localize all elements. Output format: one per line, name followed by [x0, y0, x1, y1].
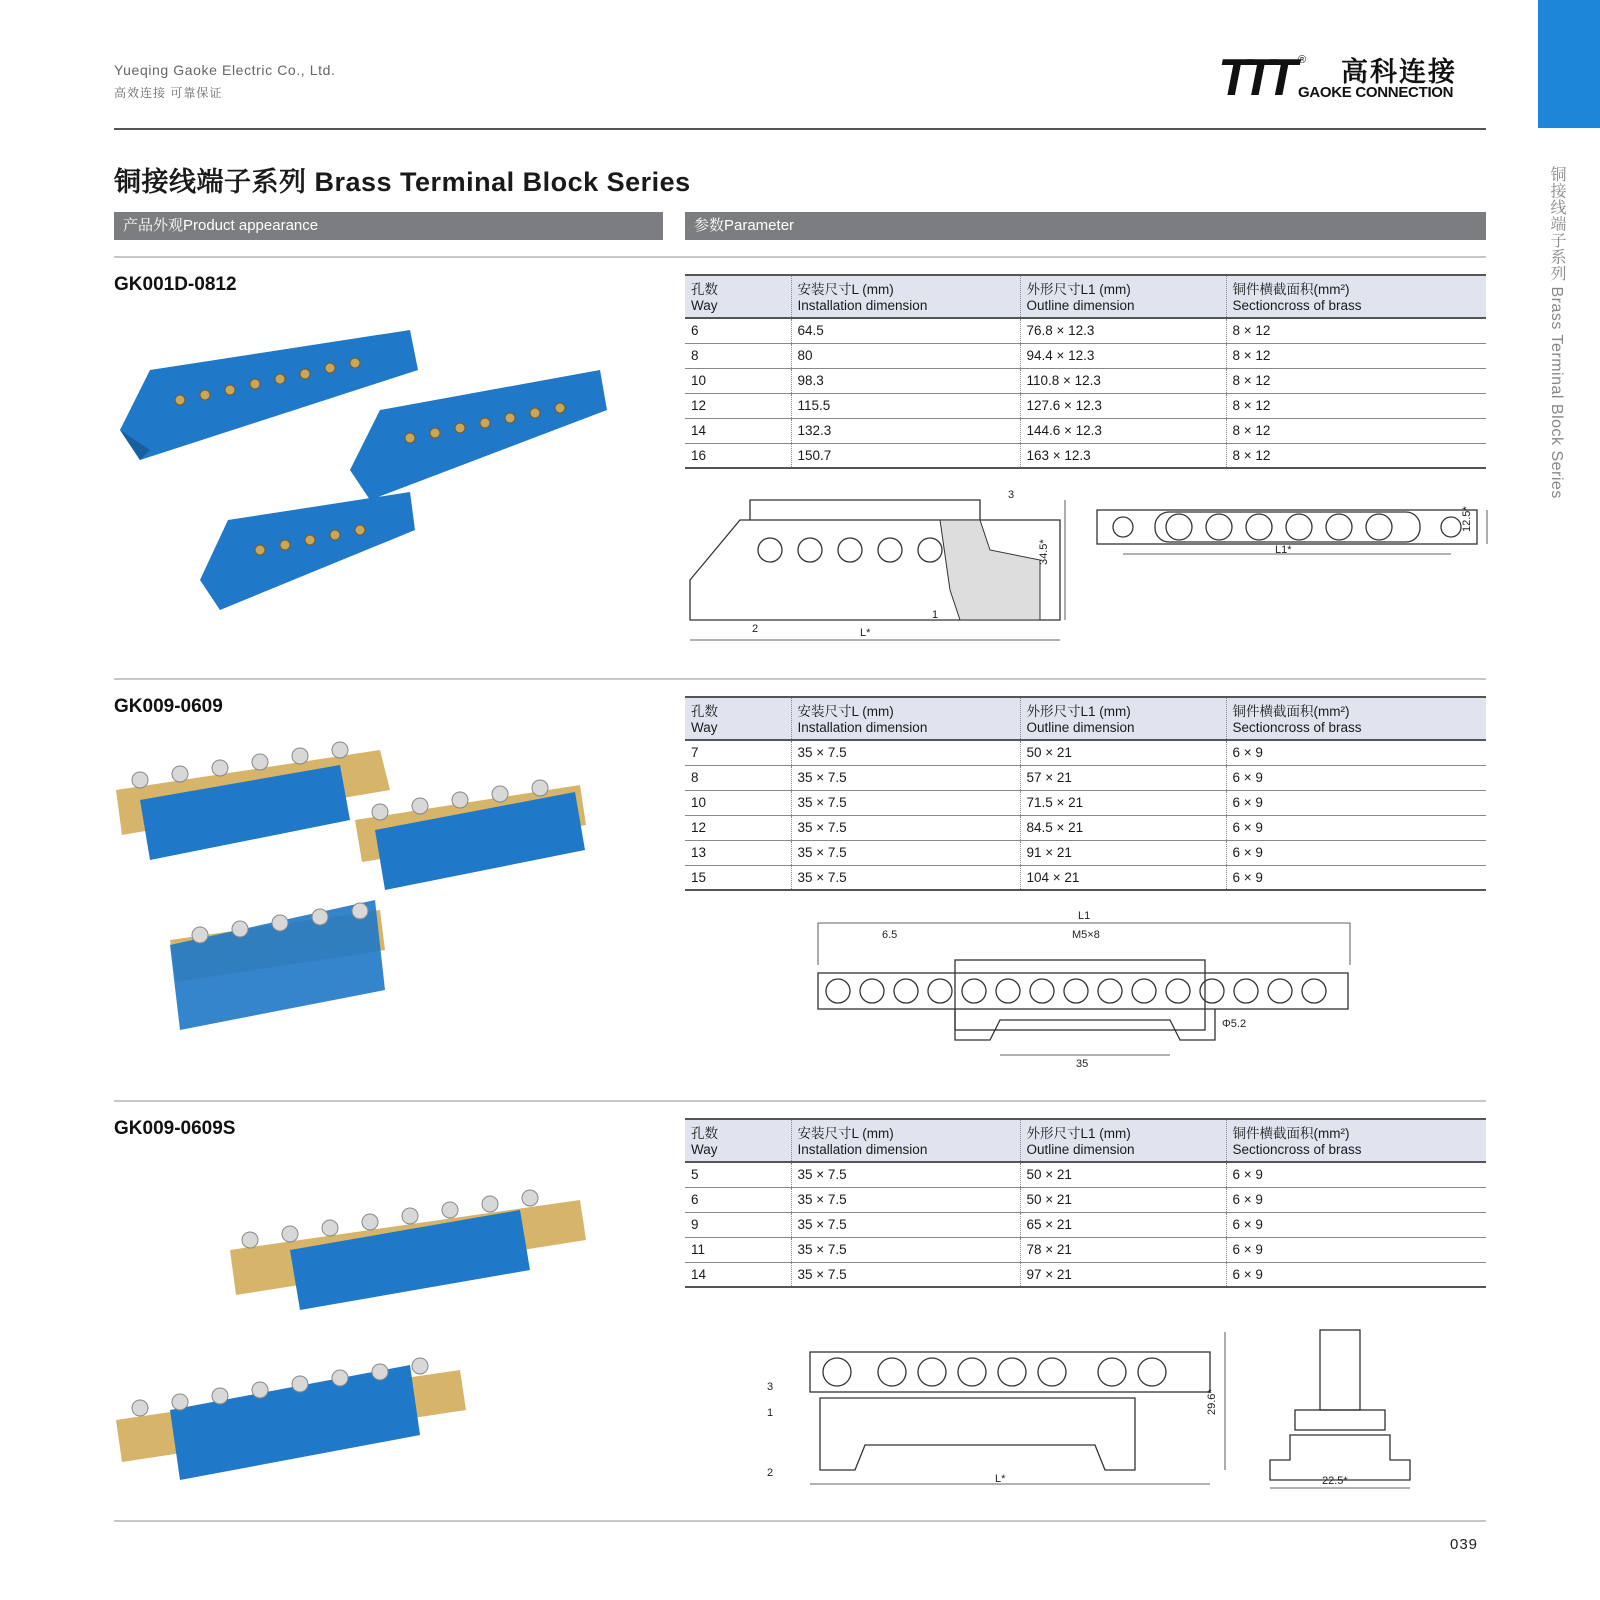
- table-row: 10 98.3 110.8 × 12.3 8 × 12: [685, 368, 1486, 393]
- logo-cn-text: 高科连接: [1341, 57, 1457, 87]
- product-photo-gk001d: [110, 310, 630, 620]
- table-row: 11 35 × 7.5 78 × 21 6 × 9: [685, 1237, 1486, 1262]
- page-title: 铜接线端子系列 Brass Terminal Block Series: [114, 167, 691, 197]
- company-name: Yueqing Gaoke Electric Co., Ltd.: [114, 62, 336, 78]
- spec-table-gk009s: [685, 1118, 1486, 1288]
- page-number: 039: [1450, 1536, 1479, 1553]
- section-divider: [114, 678, 1486, 680]
- table-row: 6 35 × 7.5 50 × 21 6 × 9: [685, 1187, 1486, 1212]
- header-way: 孔数 Way: [685, 1119, 791, 1162]
- side-color-tab: [1538, 0, 1600, 128]
- svg-text:1: 1: [767, 1407, 774, 1419]
- header-outline: 外形尺寸L1 (mm) Outline dimension: [1020, 697, 1226, 740]
- table-row: 14 132.3 144.6 × 12.3 8 × 12: [685, 418, 1486, 443]
- terminal-bar-lower: [116, 1365, 466, 1480]
- footer-divider: [114, 1520, 1486, 1522]
- svg-text:29.6*: 29.6*: [1206, 1389, 1218, 1415]
- table-row: 12 35 × 7.5 84.5 × 21 6 × 9: [685, 815, 1486, 840]
- drawing-gk009s-front: [755, 1320, 1245, 1495]
- table-row: 12 115.5 127.6 × 12.3 8 × 12: [685, 393, 1486, 418]
- product-photo-gk009: [110, 730, 610, 1060]
- svg-text:1: 1: [932, 609, 939, 621]
- spec-table-gk001d: [685, 274, 1486, 469]
- drawing-gk009: [810, 905, 1370, 1075]
- table-row: 14 35 × 7.5 97 × 21 6 × 9: [685, 1262, 1486, 1287]
- svg-text:L1*: L1*: [1275, 544, 1292, 556]
- table-row: 6 64.5 76.8 × 12.3 8 × 12: [685, 318, 1486, 343]
- svg-text:L*: L*: [860, 627, 871, 639]
- header-outline: 外形尺寸L1 (mm) Outline dimension: [1020, 275, 1226, 318]
- svg-text:12.5*: 12.5*: [1461, 506, 1473, 532]
- header-way: 孔数 Way: [685, 697, 791, 740]
- table-row: 9 35 × 7.5 65 × 21 6 × 9: [685, 1212, 1486, 1237]
- header-install: 安装尺寸L (mm) Installation dimension: [791, 275, 1020, 318]
- header-divider: [114, 128, 1486, 130]
- company-slogan: 高效连接 可靠保证: [114, 86, 223, 100]
- blue-bar-medium: [350, 370, 607, 500]
- header-install: 安装尺寸L (mm) Installation dimension: [791, 1119, 1020, 1162]
- header-section: 铜件横截面积(mm²) Sectioncross of brass: [1226, 1119, 1486, 1162]
- header-install: 安装尺寸L (mm) Installation dimension: [791, 697, 1020, 740]
- section-divider: [114, 1100, 1486, 1102]
- product-name: GK009-0609S: [114, 1118, 236, 1139]
- spec-table-gk009: [685, 696, 1486, 891]
- table-row: 8 35 × 7.5 57 × 21 6 × 9: [685, 765, 1486, 790]
- svg-text:34.5*: 34.5*: [1038, 539, 1050, 565]
- logo-en-text: GAOKE CONNECTION: [1298, 84, 1454, 101]
- svg-text:2: 2: [767, 1467, 774, 1479]
- drawing-gk001d-top: [1095, 500, 1495, 570]
- table-row: 7 35 × 7.5 50 × 21 6 × 9: [685, 740, 1486, 765]
- section-divider: [114, 256, 1486, 258]
- table-row: 16 150.7 163 × 12.3 8 × 12: [685, 443, 1486, 468]
- product-name: GK001D-0812: [114, 274, 237, 295]
- svg-text:2: 2: [752, 623, 759, 635]
- terminal-bar-2: [355, 785, 586, 890]
- table-row: 10 35 × 7.5 71.5 × 21 6 × 9: [685, 790, 1486, 815]
- svg-text:3: 3: [1008, 490, 1015, 501]
- parameter-bar: 参数Parameter: [685, 212, 1486, 240]
- appearance-bar: 产品外观Product appearance: [114, 212, 663, 240]
- table-row: 8 80 94.4 × 12.3 8 × 12: [685, 343, 1486, 368]
- svg-text:22.5*: 22.5*: [1322, 1475, 1348, 1487]
- table-row: 5 35 × 7.5 50 × 21 6 × 9: [685, 1162, 1486, 1187]
- side-section-label: 铜接线端子系列 Brass Terminal Block Series: [1548, 166, 1565, 499]
- table-row: 13 35 × 7.5 91 × 21 6 × 9: [685, 840, 1486, 865]
- svg-text:L1: L1: [1078, 910, 1091, 922]
- svg-text:6.5: 6.5: [882, 929, 898, 941]
- header-section: 铜件横截面积(mm²) Sectioncross of brass: [1226, 697, 1486, 740]
- svg-text:3: 3: [767, 1381, 774, 1393]
- header-outline: 外形尺寸L1 (mm) Outline dimension: [1020, 1119, 1226, 1162]
- registered-mark: ®: [1298, 54, 1307, 66]
- svg-text:M5×8: M5×8: [1072, 929, 1100, 941]
- table-row: 15 35 × 7.5 104 × 21 6 × 9: [685, 865, 1486, 890]
- svg-text:L*: L*: [995, 1473, 1006, 1485]
- blue-bar-small: [200, 492, 415, 610]
- svg-text:35: 35: [1076, 1058, 1089, 1070]
- product-photo-gk009s: [110, 1150, 610, 1490]
- drawing-gk009s-side: [1260, 1320, 1420, 1495]
- header-way: 孔数 Way: [685, 275, 791, 318]
- svg-text:Φ5.2: Φ5.2: [1222, 1018, 1247, 1030]
- header-section: 铜件横截面积(mm²) Sectioncross of brass: [1226, 275, 1486, 318]
- drawing-gk001d-side: [680, 490, 1080, 650]
- product-name: GK009-0609: [114, 696, 223, 717]
- logo-mark: TTT: [1218, 49, 1290, 107]
